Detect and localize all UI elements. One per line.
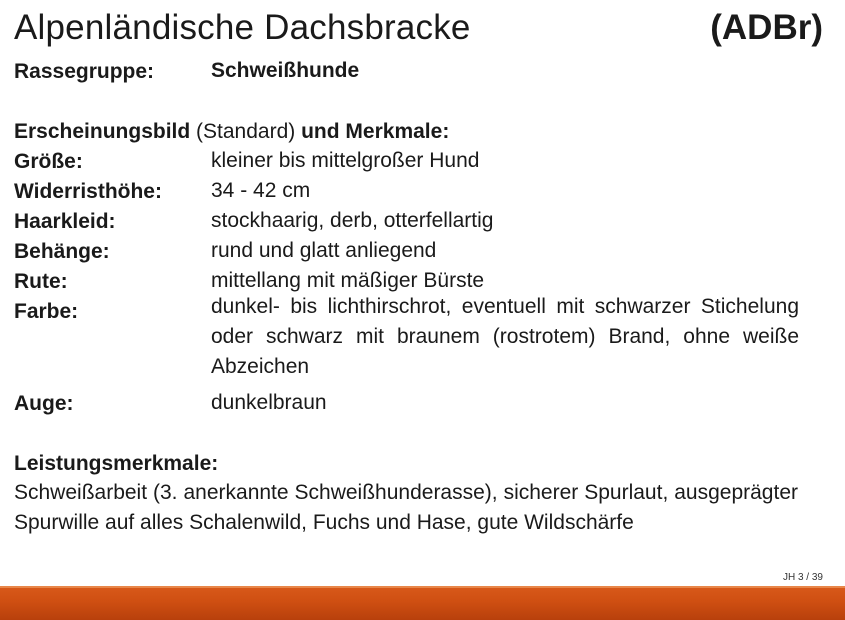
size-value: kleiner bis mittelgroßer Hund	[211, 149, 480, 172]
footer-bar-highlight	[0, 586, 845, 588]
page-number: JH 3 / 39	[782, 572, 823, 583]
size-label: Größe:	[14, 150, 83, 173]
eye-value: dunkelbraun	[211, 391, 327, 414]
appearance-heading-part1: Erscheinungsbild	[14, 120, 191, 143]
breed-title: Alpenländische Dachsbracke	[14, 8, 471, 47]
group-value: Schweißhunde	[211, 59, 360, 82]
performance-heading: Leistungsmerkmale:	[14, 452, 219, 475]
height-value: 34 - 42 cm	[211, 179, 311, 202]
coat-value: stockhaarig, derb, otterfellartig	[211, 209, 494, 232]
color-value: dunkel- bis lichthirschrot, eventuell mit schwarzer Stichelung oder schwarz mit braunem (rostrotem) Brand, ohne weiße Abzeichen	[211, 295, 799, 378]
group-label: Rassegruppe:	[14, 60, 155, 83]
breed-abbreviation: (ADBr)	[710, 8, 823, 47]
tail-label: Rute:	[14, 270, 68, 293]
appearance-heading	[14, 120, 449, 144]
appearance-heading-paren: (Standard)	[196, 120, 296, 143]
eye-label: Auge:	[14, 392, 74, 415]
appearance-heading-part2: und Merkmale:	[301, 120, 450, 143]
performance-text: Schweißarbeit (3. anerkannte Schweißhunderasse), sicherer Spurlaut, ausgeprägter Spurwille auf alles Schalenwild, Fuchs und Hase, gute Wildschärfe	[14, 481, 798, 534]
ears-label: Behänge:	[14, 240, 110, 263]
footer-bar	[0, 586, 845, 620]
coat-label: Haarkleid:	[14, 210, 116, 233]
color-label: Farbe:	[14, 300, 79, 323]
tail-value: mittellang mit mäßiger Bürste	[211, 269, 485, 292]
height-label: Widerristhöhe:	[14, 180, 162, 203]
ears-value: rund und glatt anliegend	[211, 239, 437, 262]
